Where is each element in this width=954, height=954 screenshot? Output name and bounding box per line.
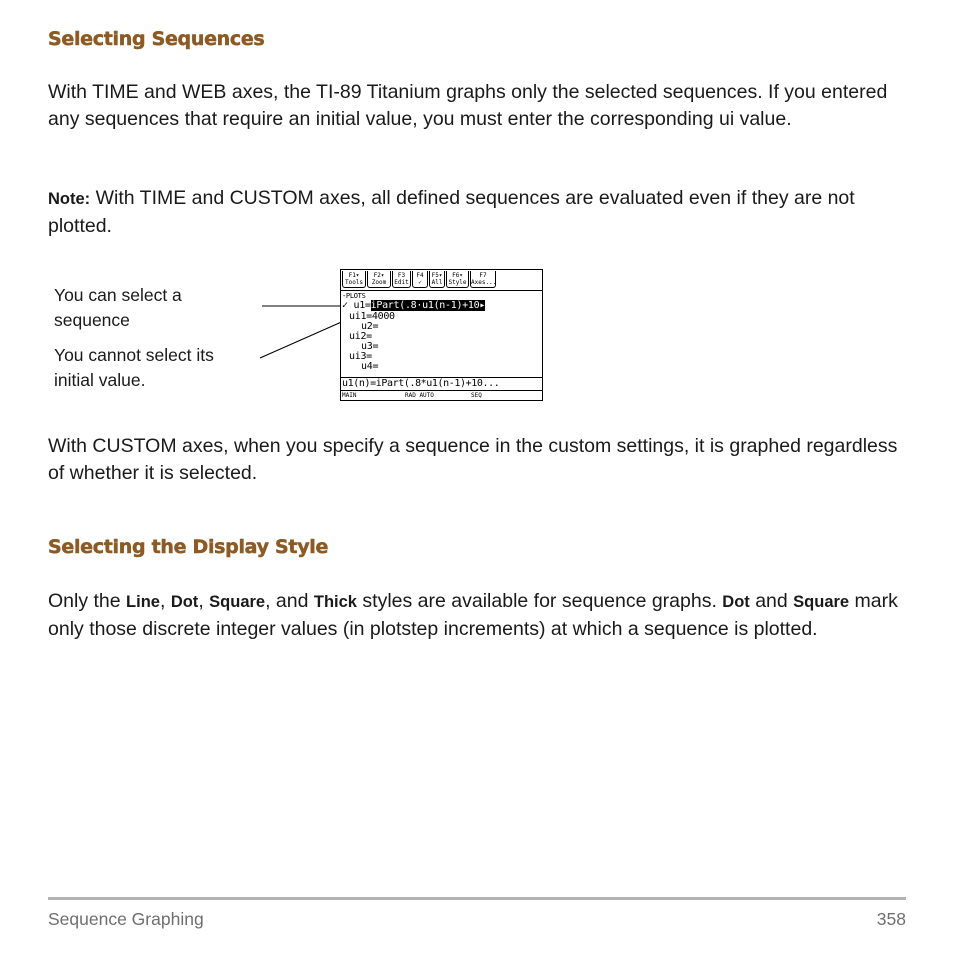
toolbar-tab-f4 [412, 271, 428, 288]
style-square-2: Square [793, 593, 850, 611]
toolbar-tab-f5 [429, 271, 445, 288]
check-icon: ✓ [342, 300, 348, 311]
text-run: and [749, 590, 794, 612]
footer-divider [48, 897, 906, 900]
text-run: , and [265, 590, 314, 612]
text-run: , [198, 590, 210, 612]
style-square: Square [209, 593, 266, 611]
toolbar-tab-f6 [446, 271, 469, 288]
tab-key: F1▾ [348, 272, 360, 279]
tab-label: Tools [344, 279, 364, 286]
tab-key: F5▾ [431, 272, 443, 279]
toolbar-tab-f7 [470, 271, 496, 288]
style-line: Line [126, 593, 160, 611]
sequence-row-u1 [342, 301, 485, 311]
tab-key: F3 [397, 272, 406, 279]
tab-key: F7 [479, 272, 487, 279]
section-heading-selecting-sequences: Selecting Sequences [48, 28, 265, 50]
tab-label: Zoom [371, 279, 387, 286]
toolbar-tab-f2 [367, 271, 391, 288]
sequence-row-u3: u3= [361, 341, 379, 352]
paragraph-display-styles [48, 588, 908, 642]
calculator-screen [340, 269, 543, 401]
toolbar-tab-f1 [342, 271, 366, 288]
page-number: 358 [876, 909, 906, 929]
u1-label: u1= [353, 300, 371, 311]
sequence-row-u2: u2= [361, 321, 379, 332]
plots-label: -PLOTS [342, 292, 366, 300]
text-run: , [159, 590, 171, 612]
callout-line: You can select a [54, 285, 182, 305]
text-run: styles are available for sequence graphs. [357, 590, 723, 612]
sequence-row-u4: u4= [361, 361, 379, 372]
u1-definition-highlighted: iPart(.8·u1(n-1)+10▸ [370, 300, 486, 311]
status-angle-auto: RAD AUTO [405, 392, 434, 399]
tab-key: F4 [416, 272, 424, 279]
sequence-row-ui1: ui1=4000 [349, 311, 395, 322]
footer-section-title: Sequence Graphing [48, 909, 204, 929]
tab-label: Axes... [471, 279, 497, 286]
sequence-row-ui2: ui2= [349, 331, 372, 342]
style-dot-2: Dot [722, 593, 750, 611]
tab-label: ✓ [418, 279, 422, 286]
status-mode: MAIN [342, 392, 357, 399]
text-run: mark only those discrete integer values (in plotstep increments) at which a sequence is plotted. [48, 590, 898, 640]
tab-label: Edit [394, 279, 409, 286]
toolbar-tab-f3 [392, 271, 411, 288]
leader-line-initial-value [260, 320, 346, 358]
tab-key: F6▾ [452, 272, 463, 279]
sequence-row-ui3: ui3= [349, 351, 372, 362]
callout-line: initial value. [54, 369, 146, 390]
callout-line: sequence [54, 309, 130, 330]
style-dot: Dot [170, 593, 199, 611]
status-bar [341, 390, 542, 401]
paragraph-custom-axes: With CUSTOM axes, when you specify a sequence in the custom settings, it is graphed regardless of whether it is selected. [48, 435, 898, 484]
section-heading-display-style: Selecting the Display Style [48, 536, 329, 558]
paragraph-time-web-axes: With TIME and WEB axes, the TI-89 Titanium graphs only the selected sequences. If you entered any sequences that require an initial value, you must enter the corresponding ui value. [48, 81, 888, 130]
text-run: Only the [48, 590, 127, 612]
tab-key: F2▾ [373, 272, 385, 279]
tab-label: Style [448, 279, 467, 286]
entry-line: u1(n)=iPart(.8*u1(n-1)+10... [341, 377, 542, 390]
note-label: Note: [48, 190, 91, 208]
status-graph-type: SEQ [471, 392, 482, 399]
callout-line: You cannot select its [54, 345, 214, 365]
note-text: With TIME and CUSTOM axes, all defined sequences are evaluated even if they are not plotted. [48, 187, 855, 237]
style-thick: Thick [313, 593, 357, 611]
tab-label: All [431, 279, 443, 286]
toolbar-tabs [341, 270, 542, 291]
